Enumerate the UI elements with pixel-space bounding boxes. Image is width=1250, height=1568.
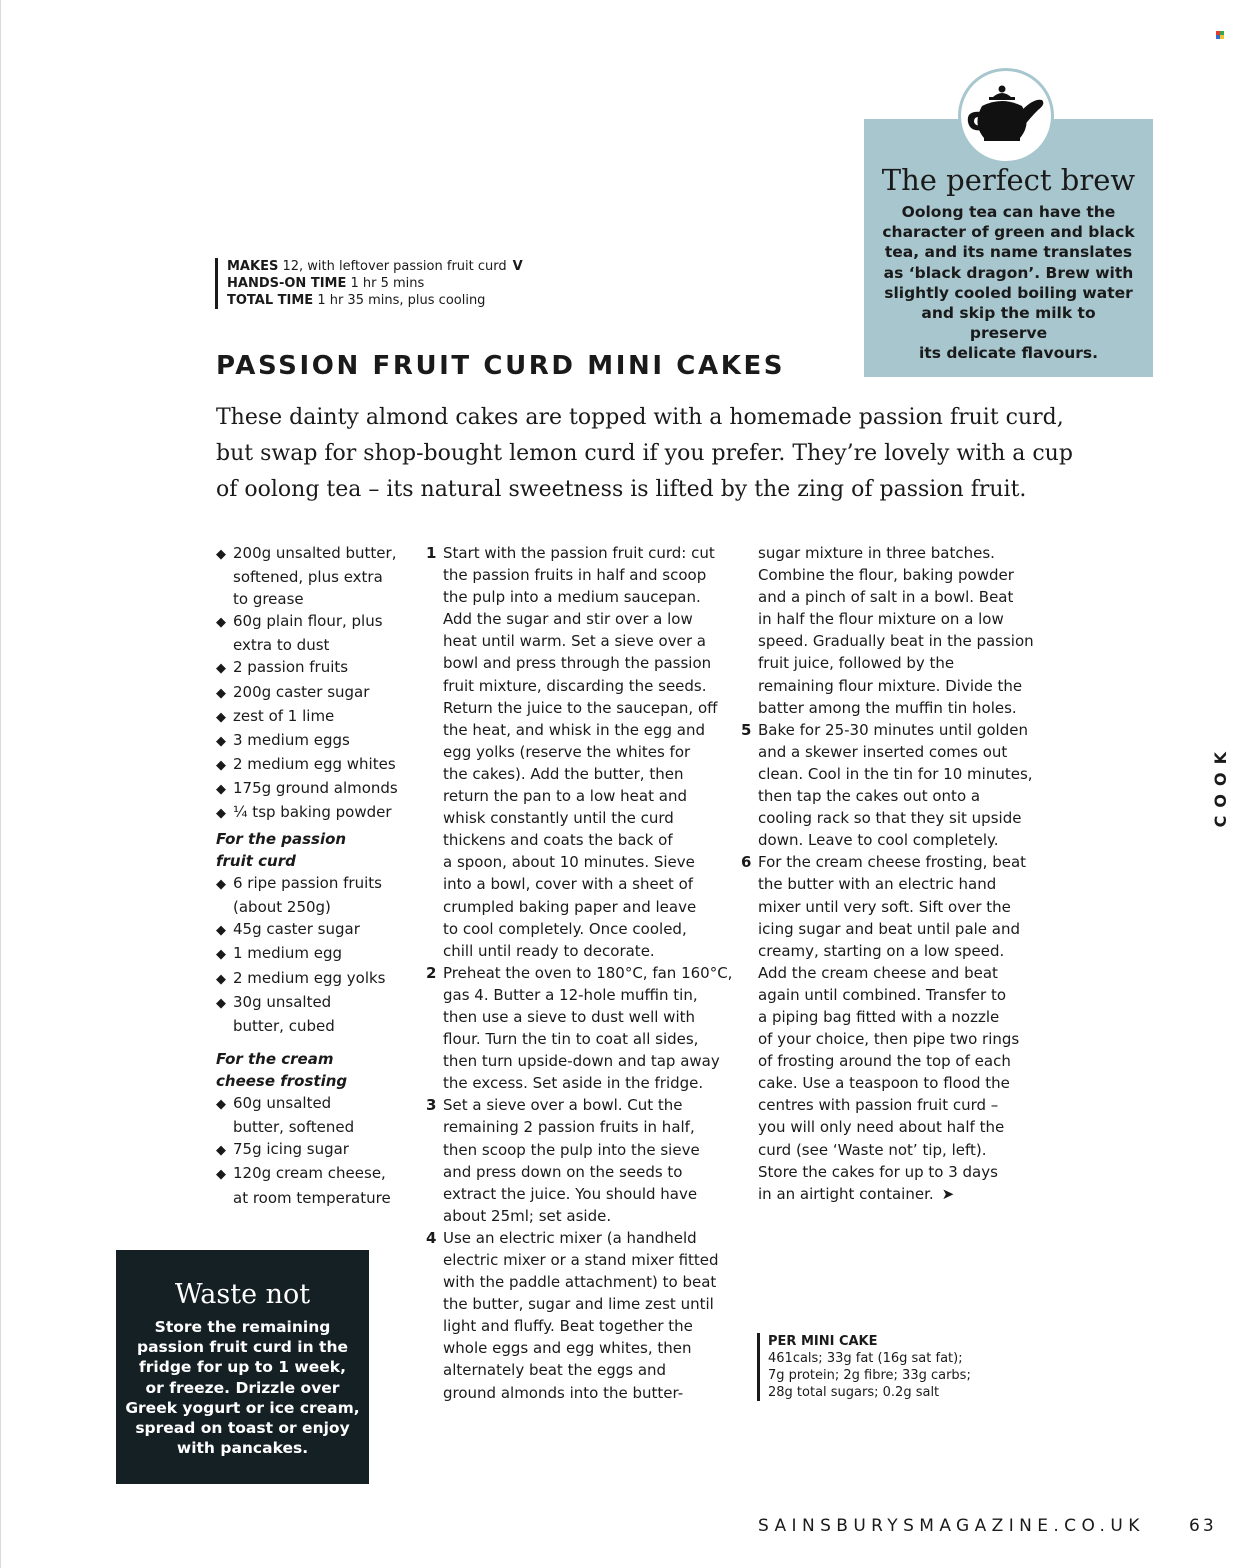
method-line: Store the cakes for up to 3 days: [758, 1162, 998, 1181]
waste-line: spread on toast or enjoy: [135, 1419, 350, 1438]
hands-on-line: [227, 275, 523, 292]
side-label-text: COOK: [1211, 744, 1230, 828]
ingredient-text: softened, plus extra: [233, 568, 383, 587]
tip-line: tea, and its name translates: [884, 243, 1133, 262]
intro-line: but swap for shop-bought lemon curd if you prefer. They’re lovely with a cup: [216, 441, 1073, 466]
ingredient-text: extra to dust: [233, 636, 330, 655]
ingredient-item: [216, 801, 398, 825]
step-number: 6: [741, 853, 752, 872]
step-number: 5: [741, 720, 752, 739]
bullet-diamond-icon: ◆: [216, 1097, 226, 1113]
ingredient-text: 2 medium egg yolks: [233, 968, 386, 987]
method-line: light and fluffy. Beat together the: [443, 1317, 693, 1336]
method-column-right: [741, 542, 1034, 1205]
method-line: the pulp into a medium saucepan.: [443, 588, 701, 607]
ingredient-text: to grease: [233, 590, 304, 609]
method-line: the heat, and whisk in the egg and: [443, 720, 706, 739]
step-number: 3: [426, 1096, 437, 1115]
method-line: with the paddle attachment) to beat: [443, 1273, 717, 1292]
ingredient-item-continued: [216, 634, 398, 656]
method-line: Use an electric mixer (a handheld: [443, 1228, 697, 1247]
ingredient-text: at room temperature: [233, 1188, 391, 1207]
nutrition-line: 461cals; 33g fat (16g sat fat);: [768, 1351, 963, 1366]
step-number: 2: [426, 963, 437, 982]
method-line: and press down on the seeds to: [443, 1162, 683, 1181]
ingredient-text: 200g caster sugar: [233, 682, 370, 701]
method-line: alternately beat the eggs and: [443, 1361, 667, 1380]
method-line: fruit juice, followed by the: [758, 654, 955, 673]
method-line: electric mixer or a stand mixer fitted: [443, 1251, 719, 1269]
tip-line: and skip the milk to preserve: [921, 304, 1096, 343]
method-line: of frosting around the top of each: [758, 1052, 1011, 1071]
method-line: to cool completely. Once cooled,: [443, 919, 687, 938]
waste-not-body: [122, 1317, 363, 1458]
method-step: [758, 542, 1034, 719]
method-line: then scoop the pulp into the sieve: [443, 1140, 700, 1159]
method-line: you will only need about half the: [758, 1118, 1005, 1137]
ingredient-item: [216, 729, 398, 753]
hands-on-value: 1 hr 5 mins: [350, 276, 425, 291]
ingredient-item: [216, 610, 398, 634]
tip-line: character of green and black: [882, 223, 1135, 242]
bullet-diamond-icon: ◆: [216, 733, 226, 749]
ingredient-text: 175g ground almonds: [233, 778, 398, 797]
ingredient-item-continued: [216, 588, 398, 610]
ingredient-item: [216, 542, 398, 566]
nutrition-line: 7g protein; 2g fibre; 33g carbs;: [768, 1368, 971, 1383]
ingredient-item: [216, 777, 398, 801]
method-line: the butter with an electric hand: [758, 875, 997, 894]
bullet-diamond-icon: ◆: [216, 995, 226, 1011]
method-line: heat until warm. Set a sieve over a: [443, 632, 706, 651]
ingredient-item: [216, 918, 386, 942]
method-line: then turn upside-down and tap away: [443, 1052, 720, 1071]
bullet-diamond-icon: ◆: [216, 781, 226, 797]
waste-line: with pancakes.: [176, 1439, 309, 1458]
method-line: in half the flour mixture on a low: [758, 610, 1004, 629]
recipe-meta: [215, 258, 523, 309]
footer-website: SAINSBURYSMAGAZINE.CO.UK: [758, 1516, 1145, 1536]
recipe-intro: [216, 400, 1073, 508]
ingredient-item: [216, 753, 398, 777]
method-line-wrap: [758, 1183, 1034, 1205]
ingredient-item-continued: [216, 1015, 386, 1037]
method-line: Set a sieve over a bowl. Cut the: [443, 1096, 683, 1115]
method-line: whisk constantly until the curd: [443, 809, 674, 828]
method-line: whole eggs and egg whites, then: [443, 1339, 692, 1358]
nutrition-line: 28g total sugars; 0.2g salt: [768, 1385, 940, 1400]
colour-mark: [1216, 31, 1225, 40]
method-step: [426, 542, 732, 962]
method-step: [426, 1227, 732, 1404]
ingredient-item: [216, 967, 386, 991]
waste-line: Store the remaining: [154, 1318, 331, 1336]
tip-body: [882, 202, 1135, 364]
waste-not-title: Waste not: [174, 1279, 311, 1310]
total-time-value: 1 hr 35 mins, plus cooling: [317, 293, 486, 308]
method-line: bowl and press through the passion: [443, 654, 712, 673]
tip-line: its delicate flavours.: [918, 344, 1099, 363]
bullet-diamond-icon: ◆: [216, 685, 226, 701]
ingredient-item: [216, 1092, 391, 1116]
ingredients-frosting: [216, 1048, 391, 1209]
ingredient-text: ¼ tsp baking powder: [233, 803, 392, 822]
method-line: the butter, sugar and lime zest until: [443, 1295, 714, 1314]
ingredient-subheading: For the passion: [216, 830, 347, 848]
ingredient-item: [216, 991, 386, 1015]
method-line: of your choice, then pipe two rings: [758, 1030, 1020, 1049]
nutrition-heading: PER MINI CAKE: [768, 1334, 878, 1349]
ingredient-text: 3 medium eggs: [233, 730, 350, 749]
method-line: flour. Turn the tin to coat all sides,: [443, 1030, 699, 1049]
bullet-diamond-icon: ◆: [216, 806, 226, 822]
tip-line: Oolong tea can have the: [901, 203, 1116, 221]
ingredient-text: (about 250g): [233, 898, 331, 917]
total-time-line: [227, 292, 523, 309]
tip-line: as ‘black dragon’. Brew with: [883, 263, 1134, 282]
continue-arrow-icon: ➤: [941, 1184, 955, 1203]
step-number: 4: [426, 1228, 437, 1247]
ingredient-text: 75g icing sugar: [233, 1140, 349, 1159]
waste-line: Greek yogurt or ice cream,: [125, 1398, 360, 1417]
method-line: batter among the muffin tin holes.: [758, 698, 1017, 717]
method-line: cooling rack so that they sit upside: [758, 809, 1022, 828]
method-line: icing sugar and beat until pale and: [758, 919, 1021, 938]
method-line: Add the sugar and stir over a low: [443, 610, 693, 629]
makes-value: 12, with leftover passion fruit curd: [282, 259, 507, 274]
waste-line: or freeze. Drizzle over: [145, 1378, 340, 1397]
method-line: extract the juice. You should have: [443, 1184, 698, 1203]
method-line: ground almonds into the butter-: [443, 1383, 684, 1402]
ingredient-text: 60g unsalted: [233, 1094, 332, 1113]
bullet-diamond-icon: ◆: [216, 661, 226, 677]
nutrition-info: [757, 1333, 971, 1401]
ingredient-text: 45g caster sugar: [233, 920, 360, 939]
bullet-diamond-icon: ◆: [216, 615, 226, 631]
bullet-diamond-icon: ◆: [216, 547, 226, 562]
ingredient-item-continued: [216, 566, 398, 588]
tip-title: The perfect brew: [881, 163, 1136, 197]
method-line: the cakes). Add the butter, then: [443, 764, 684, 783]
method-line: Return the juice to the saucepan, off: [443, 698, 718, 717]
vegetarian-mark: V: [512, 259, 523, 274]
bullet-diamond-icon: ◆: [216, 947, 226, 963]
method-line: egg yolks (reserve the whites for: [443, 742, 691, 761]
method-line: Preheat the oven to 180°C, fan 160°C,: [443, 963, 733, 982]
method-line: about 25ml; set aside.: [443, 1206, 612, 1225]
ingredient-item-continued: [216, 896, 386, 918]
method-step: [741, 851, 1034, 1205]
teapot-icon: [962, 84, 1050, 148]
method-line: a piping bag fitted with a nozzle: [758, 1007, 1000, 1026]
method-line: then use a sieve to dust well with: [443, 1007, 695, 1026]
method-line: down. Leave to cool completely.: [758, 831, 999, 850]
method-line: Start with the passion fruit curd: cut: [443, 544, 715, 562]
ingredient-subheading: For the cream: [216, 1050, 334, 1068]
ingredient-text: 1 medium egg: [233, 944, 342, 963]
waste-line: fridge for up to 1 week,: [139, 1358, 346, 1377]
method-line: curd (see ‘Waste not’ tip, left).: [758, 1140, 987, 1159]
ingredient-text: 6 ripe passion fruits: [233, 874, 382, 893]
method-line: fruit mixture, discarding the seeds.: [443, 676, 707, 695]
method-column-middle: [426, 542, 733, 1404]
ingredient-item: [216, 1162, 391, 1186]
method-step: [741, 719, 1034, 852]
ingredient-item-continued: [216, 1187, 391, 1209]
ingredient-text: butter, softened: [233, 1118, 355, 1137]
page-number: 63: [1189, 1516, 1217, 1536]
method-line: in an airtight container.: [758, 1184, 934, 1203]
method-line: creamy, starting on a low speed.: [758, 941, 1005, 960]
method-line: cake. Use a teaspoon to flood the: [758, 1074, 1010, 1093]
method-line: mixer until very soft. Sift over the: [758, 897, 1011, 916]
ingredient-subheading: cheese frosting: [216, 1072, 348, 1091]
bullet-diamond-icon: ◆: [216, 709, 226, 725]
method-line: clean. Cool in the tin for 10 minutes,: [758, 764, 1033, 783]
ingredient-text: 30g unsalted: [233, 992, 332, 1011]
bullet-diamond-icon: ◆: [216, 877, 226, 893]
ingredient-item: [216, 705, 398, 729]
method-line: gas 4. Butter a 12-hole muffin tin,: [443, 985, 698, 1004]
method-line: again until combined. Transfer to: [758, 985, 1007, 1004]
bullet-diamond-icon: ◆: [216, 1167, 226, 1183]
method-line: thickens and coats the back of: [443, 831, 673, 850]
page-edge: [0, 0, 1, 1568]
tip-line: slightly cooled boiling water: [884, 283, 1133, 302]
method-line: speed. Gradually beat in the passion: [758, 632, 1034, 651]
ingredient-text: 2 passion fruits: [233, 658, 349, 677]
method-line: into a bowl, cover with a sheet of: [443, 875, 694, 894]
total-time-label: TOTAL TIME: [227, 293, 314, 308]
ingredient-text: 60g plain flour, plus: [233, 612, 383, 631]
method-line: remaining 2 passion fruits in half,: [443, 1118, 695, 1137]
method-line: a spoon, about 10 minutes. Sieve: [443, 853, 695, 872]
waste-line: passion fruit curd in the: [137, 1338, 348, 1357]
ingredient-subheading: fruit curd: [216, 852, 296, 871]
method-line: Combine the flour, baking powder: [758, 566, 1014, 585]
ingredient-item: [216, 942, 386, 966]
ingredients-curd: [216, 828, 386, 1037]
makes-line: [227, 258, 523, 275]
method-line: the passion fruits in half and scoop: [443, 566, 707, 585]
method-line: For the cream cheese frosting, beat: [758, 853, 1027, 872]
ingredient-text: zest of 1 lime: [233, 706, 335, 725]
bullet-diamond-icon: ◆: [216, 971, 226, 987]
method-line: remaining flour mixture. Divide the: [758, 676, 1023, 695]
ingredient-text: 200g unsalted butter,: [233, 544, 397, 562]
ingredient-text: 120g cream cheese,: [233, 1164, 386, 1183]
method-line: sugar mixture in three batches.: [758, 544, 995, 562]
ingredient-item: [216, 872, 386, 896]
method-line: Bake for 25-30 minutes until golden: [758, 720, 1028, 739]
intro-line: These dainty almond cakes are topped with a homemade passion fruit curd,: [216, 405, 1064, 430]
method-line: and a skewer inserted comes out: [758, 742, 1008, 761]
ingredient-item: [216, 681, 398, 705]
ingredient-text: butter, cubed: [233, 1016, 335, 1035]
bullet-diamond-icon: ◆: [216, 923, 226, 939]
ingredient-text: 2 medium egg whites: [233, 754, 396, 773]
method-step: [426, 962, 733, 1095]
method-line: the excess. Set aside in the fridge.: [443, 1074, 704, 1093]
method-line: then tap the cakes out onto a: [758, 787, 981, 806]
recipe-title: PASSION FRUIT CURD MINI CAKES: [216, 351, 786, 381]
method-line: crumpled baking paper and leave: [443, 897, 697, 916]
step-number: 1: [426, 544, 437, 562]
bullet-diamond-icon: ◆: [216, 1143, 226, 1159]
ingredient-item: [216, 1138, 391, 1162]
method-line: centres with passion fruit curd –: [758, 1096, 999, 1115]
ingredients-main: [216, 542, 398, 825]
method-step: [426, 1094, 732, 1227]
method-line: and a pinch of salt in a bowl. Beat: [758, 588, 1014, 607]
method-line: Add the cream cheese and beat: [758, 963, 998, 982]
hands-on-label: HANDS-ON TIME: [227, 276, 347, 291]
bullet-diamond-icon: ◆: [216, 757, 226, 773]
method-line: chill until ready to decorate.: [443, 941, 655, 960]
method-line: return the pan to a low heat and: [443, 787, 687, 806]
section-side-label: [1211, 744, 1231, 827]
ingredient-item-continued: [216, 1116, 391, 1138]
intro-line: of oolong tea – its natural sweetness is lifted by the zing of passion fruit.: [216, 477, 1027, 502]
ingredient-item: [216, 656, 398, 680]
makes-label: MAKES: [227, 259, 279, 274]
